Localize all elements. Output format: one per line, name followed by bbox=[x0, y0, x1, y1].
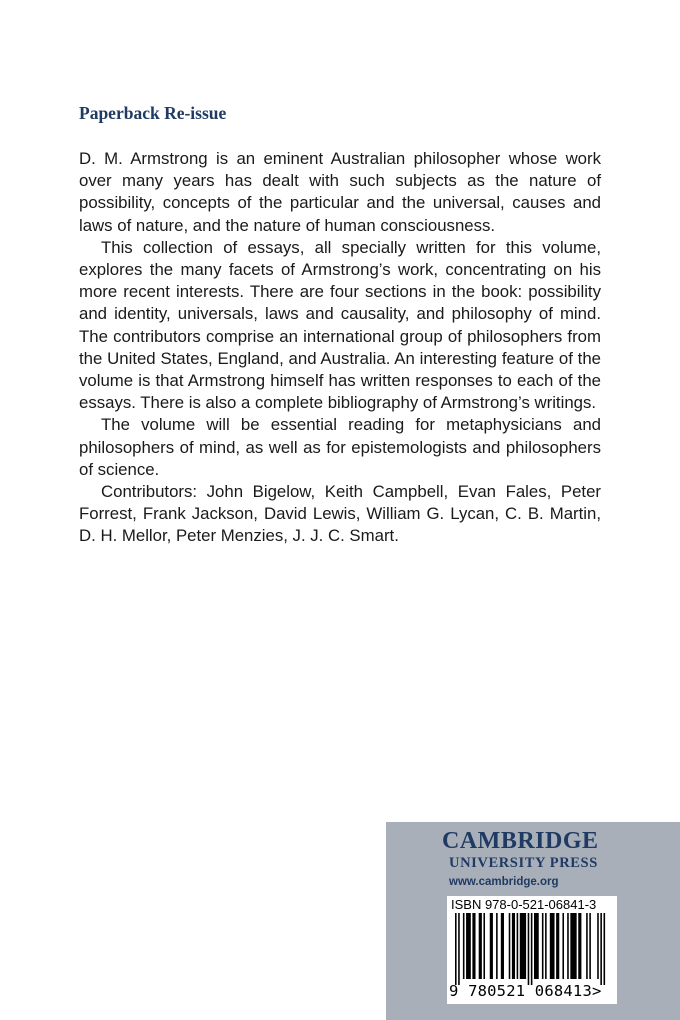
barcode-bar bbox=[517, 913, 519, 979]
barcode-bar bbox=[567, 913, 569, 979]
barcode-bar bbox=[496, 913, 498, 979]
barcode-bar bbox=[490, 913, 493, 979]
barcode-bar bbox=[542, 913, 544, 979]
barcode-bar bbox=[586, 913, 588, 979]
barcode-bar bbox=[600, 913, 602, 985]
barcode-bar bbox=[570, 913, 576, 979]
barcode-bar bbox=[479, 913, 482, 979]
barcode-bar bbox=[545, 913, 547, 979]
paragraph-intro: D. M. Armstrong is an eminent Australian philosopher whose work over many years has dealt with such subjects as the nature of possibility, concepts of the particular and the universal, causes and laws of nature, and the nature of human consciousness. bbox=[79, 149, 601, 235]
barcode-bar bbox=[550, 913, 555, 979]
publisher-url: www.cambridge.org bbox=[449, 876, 559, 888]
isbn-label: ISBN 978-0-521-06841-3 bbox=[451, 897, 597, 912]
publisher-subtitle: UNIVERSITY PRESS bbox=[449, 855, 598, 871]
barcode-bar bbox=[520, 913, 526, 979]
barcode-bar bbox=[509, 913, 511, 979]
barcode-end-mark: > bbox=[591, 982, 602, 1000]
paragraph-collection: This collection of essays, all specially written for this volume, explores the many facets of Armstrong’s work, concentrating on his more recent interests. There are four sections in the book: possibility and identity, universals, laws and causality, and philosophy of mind. The contributors comprise an international group of philosophers from the United States, England, and Australia. An interesting feature of the volume is that Armstrong himself has written responses to each of the essays. There is also a complete bibliography of Armstrong’s writings. bbox=[79, 237, 601, 413]
barcode-bar bbox=[458, 913, 460, 985]
barcode-digits: 9 780521 068413 bbox=[449, 982, 592, 1000]
barcode-icon bbox=[449, 913, 611, 985]
barcode-bar bbox=[604, 913, 606, 985]
barcode-bar bbox=[589, 913, 591, 979]
barcode-bar bbox=[562, 913, 564, 979]
section-heading: Paperback Re-issue bbox=[79, 103, 227, 123]
paragraph-contributors: Contributors: John Bigelow, Keith Campbell, Evan Fales, Peter Forrest, Frank Jackson, David Lewis, William G. Lycan, C. B. Martin, D. H. Mellor, Peter Menzies, J. J. C. Smart. bbox=[79, 482, 601, 546]
blurb-text bbox=[79, 148, 601, 548]
barcode-bar bbox=[578, 913, 581, 979]
barcode-bar bbox=[531, 913, 533, 985]
barcode-bar bbox=[472, 913, 475, 979]
barcode-bar bbox=[556, 913, 559, 979]
publisher-box bbox=[386, 822, 680, 1020]
publisher-name: CAMBRIDGE bbox=[442, 828, 599, 854]
paragraph-readership: The volume will be essential reading for metaphysicians and philosophers of mind, as well as for epistemologists and philosophers of science. bbox=[79, 415, 601, 479]
barcode-bar bbox=[528, 913, 530, 985]
barcode-area bbox=[447, 896, 617, 1004]
barcode-bar bbox=[534, 913, 539, 979]
barcode-bar bbox=[501, 913, 504, 979]
barcode-bar bbox=[512, 913, 515, 979]
barcode-bar bbox=[483, 913, 485, 979]
barcode-bar bbox=[597, 913, 599, 979]
barcode-bar bbox=[463, 913, 465, 979]
barcode-number bbox=[449, 982, 602, 1000]
barcode-bar bbox=[466, 913, 471, 979]
barcode-bar bbox=[455, 913, 457, 985]
